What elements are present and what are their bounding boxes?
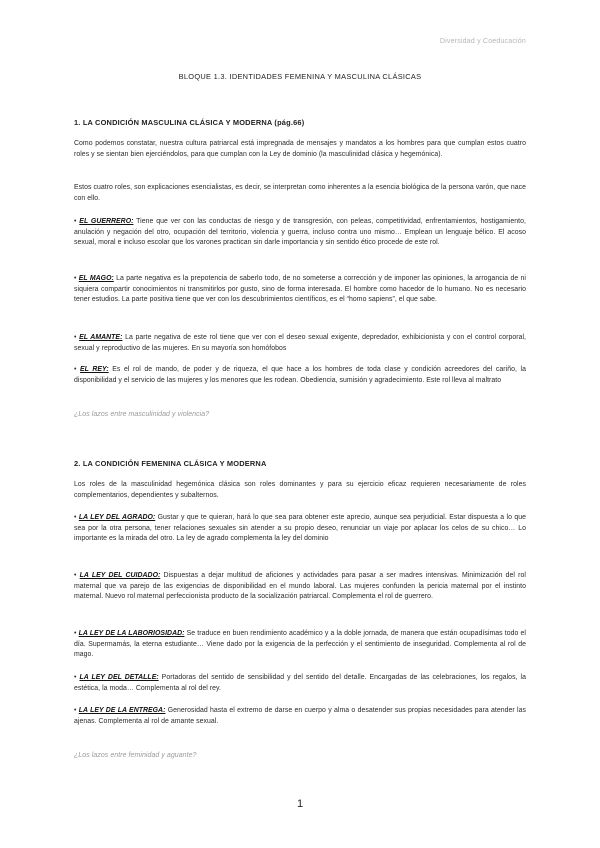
section1-intro1-block xyxy=(74,139,526,160)
role-mago xyxy=(74,274,526,306)
role-text: Tiene que ver con las conductas de riesgo y de transgresión, con peleas, competitividad, enfrentamientos, hostigamiento, anulación y negación del otro, ocupación del territorio, violencia y guerra, incluso contra uno mismo… Emplean un lenguaje bélico. El acoso sexual, moral e incluso escolar que los varones practican sin darle importancia y sin sentido ético procede de este rol. xyxy=(74,218,526,247)
section2-heading-block xyxy=(74,459,526,468)
law-term: LA LEY DEL CUIDADO: xyxy=(79,572,161,579)
role-term: EL AMANTE: xyxy=(79,334,123,341)
law-detalle xyxy=(74,673,526,694)
role-term: EL GUERRERO: xyxy=(79,218,134,225)
law-agrado xyxy=(74,513,526,545)
law-term: LA LEY DE LA LABORIOSIDAD: xyxy=(78,630,185,637)
section2-heading: 2. LA CONDICIÓN FEMENINA CLÁSICA Y MODERNA xyxy=(74,459,267,468)
law-text: Gustar y que te quieran, hará lo que sea para obtener este aprecio, aunque sea perjudicial. Estar dispuesta a lo que sea por la otra persona, tener relaciones sexuales sin atender a su propio deseo, renunciar un viaje por aplacar los celos de su chico… Lo importante es la mirada del otro. La ley de agrado complementa la ley del dominio xyxy=(74,514,526,543)
law-term: LA LEY DE LA ENTREGA: xyxy=(78,707,166,714)
role-rey xyxy=(74,365,526,386)
document-title: BLOQUE 1.3. IDENTIDADES FEMENINA Y MASCULINA CLÁSICAS xyxy=(178,72,422,81)
law-paragraph: • LA LEY DEL DETALLE: Portadoras del sentido de sensibilidad y del sentido del detalle. Encargadas de las celebraciones, los regalos, la estética, la moda… Complementa al rol del rey. xyxy=(74,674,526,692)
role-text: Es el rol de mando, de poder y de riqueza, el que hace a los hombres de toda clase y condición acreedores del cariño, la disponibilidad y el servicio de las mujeres y los menores que les rodean. Obediencia, sumisión y agradecimiento. Este rol lleva al maltrato xyxy=(74,366,526,384)
law-text: Portadoras del sentido de sensibilidad y del sentido del detalle. Encargadas de las celebraciones, los regalos, la estética, la moda… Complementa al rol del rey. xyxy=(74,674,526,692)
section1-question-block xyxy=(74,410,526,421)
role-paragraph: • EL MAGO: La parte negativa es la prepotencia de saberlo todo, de no someterse a corrección y de imponer las opiniones, la arrogancia de ni siquiera compartir conocimientos ni transmitirlos por gusto, sino de forma interesada. El hombre como hacedor de lo humano. No es necesario tener estudios. La parte positiva tiene que ver con los descubrimientos científicos, es el “homo sapiens”, el que sabe. xyxy=(74,275,526,304)
law-paragraph: • LA LEY DEL AGRADO: Gustar y que te quieran, hará lo que sea para obtener este aprecio, aunque sea perjudicial. Estar dispuesta a lo que sea por la otra persona, tener relaciones sexuales sin atender a su propio deseo, renunciar un viaje por aplacar los celos de su chico… Lo importante es la mirada del otro. La ley de agrado complementa la ley del dominio xyxy=(74,514,526,543)
section2-question: ¿Los lazos entre feminidad y aguante? xyxy=(74,752,197,759)
law-text: Generosidad hasta el extremo de darse en cuerpo y alma o desatender sus propias necesidades para atender las ajenas. Complementa al rol de amante sexual. xyxy=(74,707,526,725)
law-text: Se traduce en buen rendimiento académico y a la doble jornada, de manera que están ocupadísimas todo el día. Supermamás, la eterna estudiante… Viene dado por la exigencia de la perfección y el sentimiento de inseguridad. Complementa al rol de mago. xyxy=(74,630,527,659)
law-paragraph: • LA LEY DE LA LABORIOSIDAD: Se traduce en buen rendimiento académico y a la doble jornada, de manera que están ocupadísimas todo el día. Supermamás, la eterna estudiante… Viene dado por la exigencia de la perfección y el sentimiento de inseguridad. Complementa al rol de mago. xyxy=(74,630,527,659)
role-text: La parte negativa es la prepotencia de saberlo todo, de no someterse a corrección y de imponer las opiniones, la arrogancia de ni siquiera compartir conocimientos ni transmitirlos por gusto, sino de forma interesada. El hombre como hacedor de lo humano. No es necesario tener estudios. La parte positiva tiene que ver con los descubrimientos científicos, es el “homo sapiens”, el que sabe. xyxy=(74,275,526,304)
section1-heading-block xyxy=(74,118,526,127)
page-number: 1 xyxy=(296,798,304,810)
section1-intro1: Como podemos constatar, nuestra cultura patriarcal está impregnada de mensajes y mandatos a los hombres para que cumplan estos cuatro roles y se sientan bien ejerciéndolos, para que cumplan con la Ley de dominio (la masculinidad clásica y hegemónica). xyxy=(74,140,526,158)
running-header: Diversidad y Coeducación xyxy=(439,38,526,45)
section1-question: ¿Los lazos entre masculinidad y violencia? xyxy=(74,411,210,418)
section2-question-block xyxy=(74,751,526,762)
role-guerrero xyxy=(74,217,526,249)
role-amante xyxy=(74,333,526,354)
section2-intro-block xyxy=(74,480,526,501)
section1-intro2: Estos cuatro roles, son explicaciones esencialistas, es decir, se interpretan como inherentes a la esencia biológica de la persona varón, que nace con ello. xyxy=(74,184,526,202)
section1-intro2-block xyxy=(74,183,526,204)
role-term: EL MAGO: xyxy=(78,275,114,282)
section1-heading: 1. LA CONDICIÓN MASCULINA CLÁSICA Y MODERNA (pág.66) xyxy=(74,118,305,127)
law-paragraph: • LA LEY DE LA ENTREGA: Generosidad hasta el extremo de darse en cuerpo y alma o desatender sus propias necesidades para atender las ajenas. Complementa al rol de amante sexual. xyxy=(74,707,526,725)
law-entrega xyxy=(74,706,526,727)
law-term: LA LEY DEL DETALLE: xyxy=(79,674,159,681)
role-term: EL REY: xyxy=(80,366,109,373)
law-text: Dispuestas a dejar multitud de aficiones y actividades para pasar a ser madres intensivas. Minimización del rol maternal que va parejo de las exigencias de disponibilidad en el mundo laboral. Las mujeres confunden la pericia maternal por el instinto maternal. Nuevo rol maternal perfeccionista producto de la socialización patriarcal. Complementa el rol de guerrero. xyxy=(74,572,526,601)
law-cuidado xyxy=(74,571,526,603)
law-laboriosidad xyxy=(74,629,526,661)
role-text: La parte negativa de este rol tiene que ver con el deseo sexual exigente, depredador, exhibicionista y con el control corporal, sexual y reproductivo de las mujeres. En su mayoría son homófobos xyxy=(74,334,527,352)
role-paragraph: • EL AMANTE: La parte negativa de este rol tiene que ver con el deseo sexual exigente, depredador, exhibicionista y con el control corporal, sexual y reproductivo de las mujeres. En su mayoría son homófobos xyxy=(74,334,527,352)
role-paragraph: • EL REY: Es el rol de mando, de poder y de riqueza, el que hace a los hombres de toda clase y condición acreedores del cariño, la disponibilidad y el servicio de las mujeres y los menores que les rodean. Obediencia, sumisión y agradecimiento. Este rol lleva al maltrato xyxy=(74,366,526,384)
section2-intro: Los roles de la masculinidad hegemónica clásica son roles dominantes y para su ejercicio eficaz requieren necesariamente de roles complementarios, dependientes y subalternos. xyxy=(74,481,526,499)
law-term: LA LEY DEL AGRADO: xyxy=(78,514,156,521)
law-paragraph: • LA LEY DEL CUIDADO: Dispuestas a dejar multitud de aficiones y actividades para pasar a ser madres intensivas. Minimización del rol maternal que va parejo de las exigencias de disponibilidad en el mundo laboral. Las mujeres confunden la pericia maternal por el instinto maternal. Nuevo rol maternal perfeccionista producto de la socialización patriarcal. Complementa el rol de guerrero. xyxy=(74,572,526,601)
role-paragraph: • EL GUERRERO: Tiene que ver con las conductas de riesgo y de transgresión, con peleas, competitividad, enfrentamientos, hostigamiento, anulación y negación del otro, ocupación del territorio, violencia y guerra, incluso contra uno mismo… Emplean un lenguaje bélico. El acoso sexual, moral e incluso escolar que los varones practican sin darle importancia y sin sentido ético procede de este rol. xyxy=(74,218,526,247)
